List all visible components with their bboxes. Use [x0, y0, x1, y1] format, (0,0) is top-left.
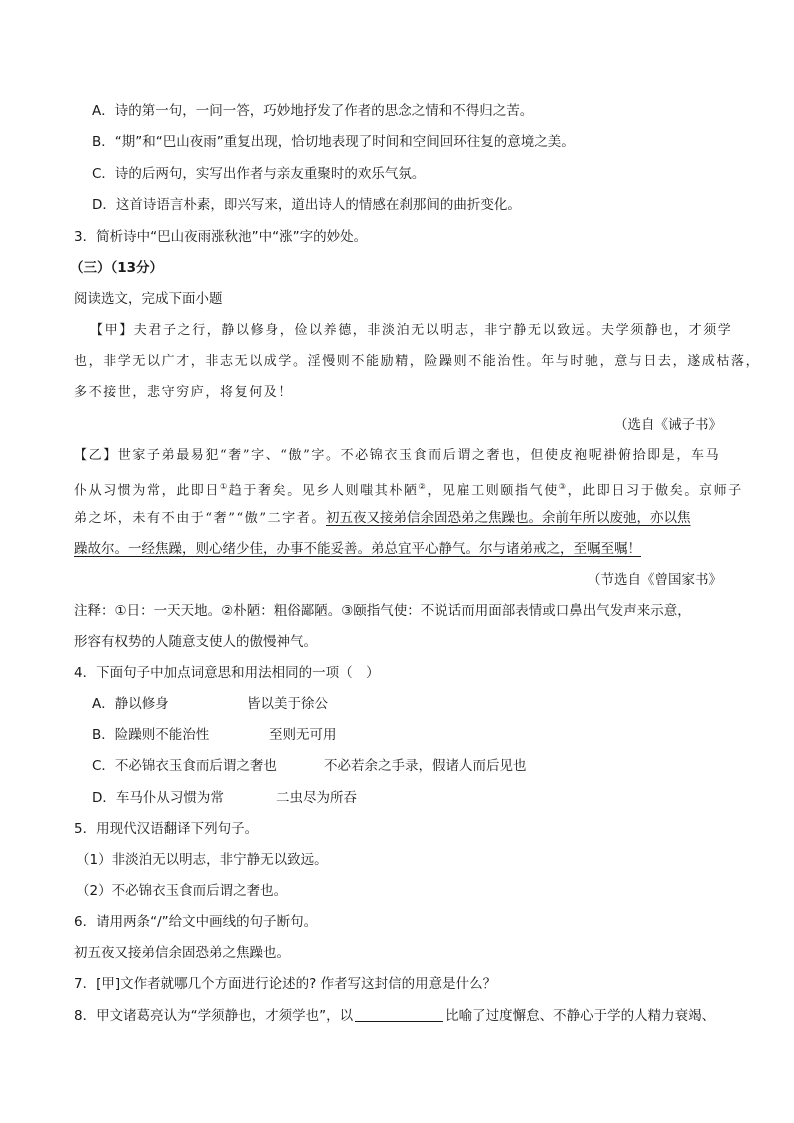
q8-part-b: 比喻了过度懈怠、不静心于学的人精力衰竭、: [445, 1008, 716, 1024]
passage-jia-source: （选自《诫子书》: [614, 417, 722, 433]
question-7: 7．[甲]文作者就哪几个方面进行论述的? 作者写这封信的用意是什么？: [74, 976, 497, 992]
question-3: 3．简析诗中“巴山夜雨涨秋池”中“涨”字的妙处。: [74, 229, 368, 245]
underlined-sentence-part-2: 躁故尔。一经焦躁，则心绪少佳，办事不能妥善。弟总宜平心静气。尔与诸弟戒之，至嘱至嘱！: [74, 541, 641, 557]
reading-instruction: 阅读选文，完成下面小题: [74, 291, 223, 307]
q6-sentence: 初五夜又接弟信余固恐弟之焦躁也。: [74, 945, 290, 961]
underlined-sentence-part-1: 初五夜又接弟信余固恐弟之焦躁也。余前年所以废弛，亦以焦: [325, 510, 691, 526]
footnote-marker-2: ②: [418, 482, 428, 491]
q2-option-a: A．诗的第一句，一问一答，巧妙地抒发了作者的思念之情和不得归之苦。: [92, 103, 534, 119]
yi-line-2-part-d: ，此即日习于傲矣。京师子: [567, 483, 743, 499]
q4-option-d-left: D．车马仆从习惯为常: [92, 790, 224, 806]
question-4-stem: 4．下面句子中加点词意思和用法相同的一项（ ）: [74, 665, 380, 681]
passage-jia-line-2: 也，非学无以广才，非志无以成学。淫慢则不能励精，险躁则不能治性。年与时驰，意与日去，遂成枯落，: [74, 354, 761, 369]
q4-option-a-right: 皆以美于徐公: [247, 696, 328, 712]
passage-yi-line-2: [74, 478, 743, 500]
q4-option-b-right: 至则无可用: [269, 727, 337, 743]
q2-option-c: C．诗的后两句，实写出作者与亲友重聚时的欢乐气氛。: [92, 166, 426, 182]
yi-line-2-part-b: 趋于奢矣。见乡人则嗤其朴陋: [228, 483, 419, 499]
q2-option-d: D．这首诗语言朴素，即兴写来，道出诗人的情感在刹那间的曲折变化。: [92, 197, 521, 213]
q8-part-a: 8．甲文诸葛亮认为“学须静也，才须学也”，以: [74, 1008, 354, 1024]
q4-option-a-left: A．静以修身: [92, 696, 169, 712]
footnote-marker-1: ①: [220, 482, 229, 491]
q4-option-d-right: 二虫尽为所吞: [276, 790, 357, 806]
annotation-line-1: 注释：①日：一天天地。②朴陋：粗俗鄙陋。③颐指气使：不说话而用面部表情或口鼻出气发声来示意，: [74, 603, 691, 619]
question-8: [74, 1007, 715, 1025]
passage-jia-line-3: 多不接世，悲守穷庐，将复何及！: [74, 385, 294, 400]
yi-line-3-plain: 弟之坏，未有不由于“奢”“傲”二字者。: [74, 511, 326, 526]
yi-line-2-part-a: 仆从习惯为常，此即日: [74, 483, 221, 499]
q5-sentence-1: （1）非淡泊无以明志，非宁静无以致远。: [76, 852, 328, 868]
q4-option-c-left: C．不必锦衣玉食而后谓之奢也: [92, 758, 277, 774]
q4-option-d: [92, 789, 357, 807]
q2-option-b: B．“期”和“巴山夜雨”重复出现，恰切地表现了时间和空间回环往复的意境之美。: [92, 134, 575, 150]
q5-sentence-2: （2）不必锦衣玉食而后谓之奢也。: [76, 883, 288, 899]
q4-option-c: [92, 757, 527, 775]
q4-option-b-left: B．险躁则不能治性: [92, 727, 210, 743]
yi-line-2-part-c: ，见雇工则颐指气使: [427, 483, 559, 499]
q4-option-b: [92, 726, 337, 744]
passage-jia-line-1: 【甲】夫君子之行，静以修身，俭以养德，非淡泊无以明志，非宁静无以致远。夫学须静也，才须学: [90, 323, 733, 338]
passage-yi-line-3: [74, 509, 690, 528]
passage-yi-line-1: 【乙】世家子弟最易犯“奢”字、“傲”字。不必锦衣玉食而后谓之奢也，但使皮袍呢褂俯拾即是，车马: [74, 448, 721, 463]
passage-yi-source: （节选自《曾国家书》: [587, 572, 722, 588]
section-heading: （三）（13分）: [70, 260, 164, 276]
question-5-stem: 5．用现代汉语翻译下列句子。: [74, 821, 259, 837]
q4-option-c-right: 不必若余之手录，假诸人而后见也: [324, 758, 527, 774]
annotation-line-2: 形容有权势的人随意支使人的傲慢神气。: [74, 634, 317, 650]
footnote-marker-3: ③: [558, 482, 568, 491]
q8-answer-blank[interactable]: [355, 1007, 443, 1022]
q4-option-a: [92, 695, 328, 713]
question-6-stem: 6．请用两条“/”给文中画线的句子断句。: [74, 914, 318, 930]
